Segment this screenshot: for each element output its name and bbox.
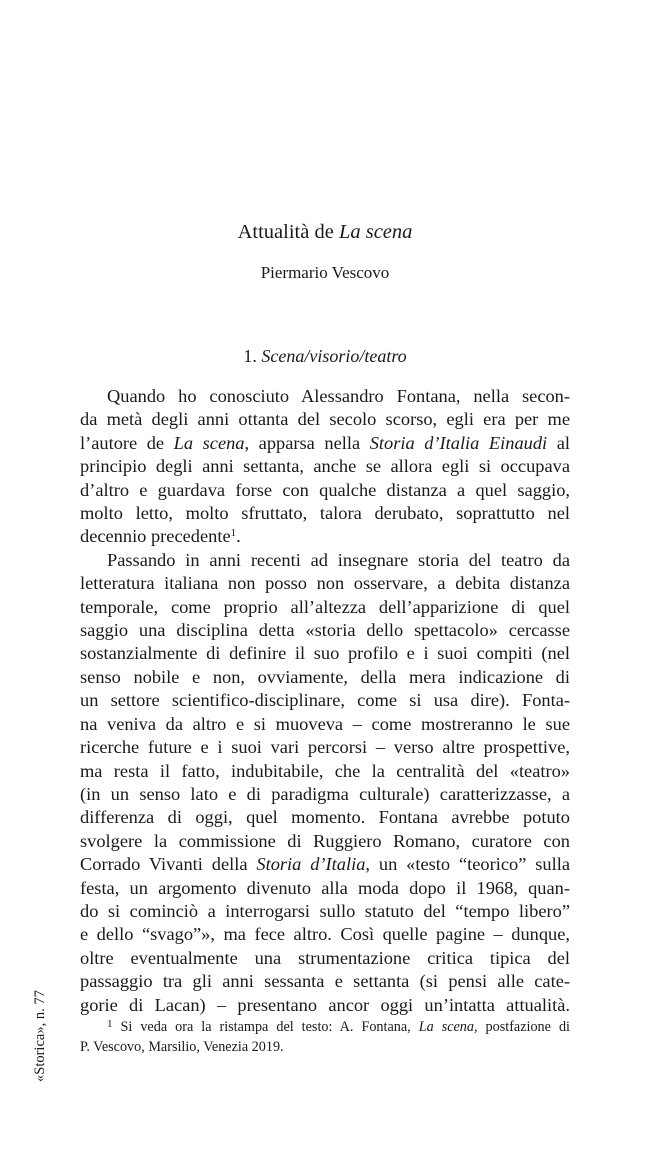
section-heading [0,344,650,368]
paragraph-line: un settore scientifico-disciplinare, come si usa dire). Fonta- [80,690,570,711]
paragraph-line: gorie di Lacan) – presentano ancor oggi un’intatta attualità. [80,994,570,1015]
footnote [80,1017,570,1057]
paragraph-line: svolgere la commissione di Ruggiero Romano, curatore con [80,830,570,851]
paragraph-line: passaggio tra gli anni sessanta e settanta (si pensi alle cate- [80,971,570,992]
paragraph-line: Quando ho conosciuto Alessandro Fontana, nella secon- [107,386,570,406]
footnote-marker: 1 [107,1018,113,1030]
paragraph-line: letteratura italiana non posso non osservare, a debita distanza [80,573,570,594]
paragraph-line: sostanzialmente di definire il suo profilo e i suoi compiti (nel [80,643,570,664]
paragraph-line: temporale, come proprio all’altezza dell’apparizione di quel [80,596,570,617]
running-head: «Storica», n. 77 [32,990,48,1082]
article-title-italic: La scena [338,221,413,243]
paragraph-line: na veniva da altro e si muoveva – come mostreranno le sue [80,713,570,734]
section-number: 1. [243,346,262,366]
paragraph-line: d’altro e guardava forse con qualche distanza a quel saggio, [80,479,570,500]
paragraph-line: (in un senso lato e di paradigma culturale) caratterizzasse, a [80,783,570,804]
paragraph-line: ricerche future e i suoi vari percorsi – verso altre prospettive, [80,737,570,758]
paragraph-line: Corrado Vivanti della Storia d’Italia, un «testo “teorico” sulla [80,854,570,875]
footnote-line: P. Vescovo, Marsilio, Venezia 2019. [80,1039,284,1055]
paragraph-line: senso nobile e non, ovviamente, della mera indicazione di [80,666,570,687]
body-text [80,385,570,1017]
paragraph-line: saggio una disciplina detta «storia dello spettacolo» cercasse [80,620,570,641]
paragraph-line: principio degli anni settanta, anche se allora egli si occupava [80,456,570,477]
footnote-line: $^1$ Si veda ora la ristampa del testo: A. Fontana, La scena, postfazione di [107,1018,570,1035]
article-author: Piermario Vescovo [260,263,390,282]
article-title [0,219,650,245]
paragraph-line: decennio precedente$^1$. [80,526,241,547]
paragraph-line: l’autore de La scena, apparsa nella Storia d’Italia Einaudi al [80,432,570,453]
article-title-prefix: Attualità de [237,221,339,243]
paragraph-line: da metà degli anni ottanta del secolo scorso, egli era per me [80,409,570,430]
paragraph-line: differenza di oggi, quel momento. Fontana avrebbe potuto [80,807,570,828]
paragraph-line: oltre eventualmente una strumentazione critica tipica del [80,947,570,968]
paragraph-line: ma resta il fatto, indubitabile, che la centralità del «teatro» [80,760,570,781]
paragraph-line: Passando in anni recenti ad insegnare storia del teatro da [107,549,570,570]
footnote-reference: 1 [230,527,237,540]
paragraph-line: festa, un argomento divenuto alla moda dopo il 1968, quan- [80,877,570,898]
paragraph-line: molto letto, molto sfruttato, talora derubato, soprattutto nel [80,503,570,524]
paragraph-line: e dello “svago”», ma fece altro. Così quelle pagine – dunque, [80,924,570,945]
section-title: Scena/visorio/teatro [261,346,407,366]
paragraph-line: do si cominciò a interrogarsi sullo statuto del “tempo libero” [80,900,570,921]
